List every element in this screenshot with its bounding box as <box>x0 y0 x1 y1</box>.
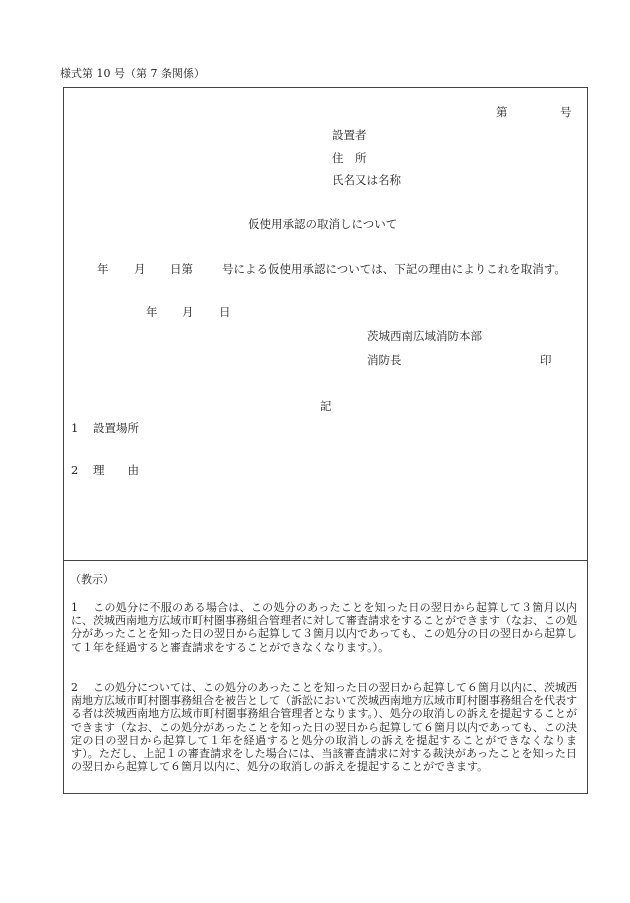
item-label-reason: 理 由 <box>93 463 139 477</box>
issuer-organization: 茨城西南広域消防本部 <box>367 329 482 343</box>
date-day: 日 <box>219 305 231 319</box>
form-number-label: 様式第 10 号（第 7 条関係） <box>60 67 205 80</box>
seal-mark: 印 <box>540 353 552 367</box>
installer-address-label: 住 所 <box>332 151 367 165</box>
date-month: 月 <box>182 305 194 319</box>
notice-paragraph-number: 1 <box>71 601 78 614</box>
document-number-go: 号 <box>560 105 572 119</box>
installer-label: 設置者 <box>332 128 367 142</box>
installer-name-label: 氏名又は名称 <box>332 173 401 187</box>
notice-paragraph <box>71 681 577 773</box>
body-year: 年 <box>97 262 109 276</box>
item-number: 1 <box>71 421 79 435</box>
item-label-installation-place: 設置場所 <box>93 421 139 435</box>
body-month: 月 <box>134 262 146 276</box>
date-year: 年 <box>146 305 158 319</box>
document-title: 仮使用承認の取消しについて <box>248 217 398 231</box>
issuer-chief: 消防長 <box>367 353 402 367</box>
document-number-dai: 第 <box>496 105 508 119</box>
notice-paragraph-number: 2 <box>71 681 78 694</box>
body-day-dai: 日第 <box>170 262 193 276</box>
item-number: 2 <box>71 463 79 477</box>
notice-paragraph-text: この処分に不服のある場合は、この処分のあったことを知った日の翌日から起算して３箇月以内に、茨城西南地方広域市町村圏事務組合管理者に対して審査請求をすることができます（なお、この処分があったことを知った日の翌日から起算して３箇月以内であっても、この処分の日の翌日から起算して１年を経過すると審査請求をすることができなくなります。）。 <box>71 601 577 654</box>
notice-divider <box>63 560 588 561</box>
notice-paragraph <box>71 601 577 654</box>
notice-heading: （教示） <box>70 573 114 586</box>
notice-paragraph-text: この処分については、この処分のあったことを知った日の翌日から起算して６箇月以内に、茨城西南地方広域市町村圏事務組合を被告として（訴訟において茨城西南地方広域市町村圏事務組合を代表する者は茨城西南地方広域市町村圏事務組合管理者となります。）、処分の取消しの訴えを提起することができます（なお、この処分があったことを知った日の翌日から起算して６箇月以内であっても、この決定の日の翌日から起算して１年を経過すると処分の取消しの訴えを提起することができなくなります）。ただし、上記１の審査請求をした場合には、当該審査請求に対する裁決があったことを知った日の翌日から起算して６箇月以内に、処分の取消しの訴えを提起することができます。 <box>71 681 577 774</box>
ki-heading: 記 <box>320 399 332 413</box>
body-sentence: 号による仮使用承認については、下記の理由によりこれを取消す。 <box>222 262 566 276</box>
